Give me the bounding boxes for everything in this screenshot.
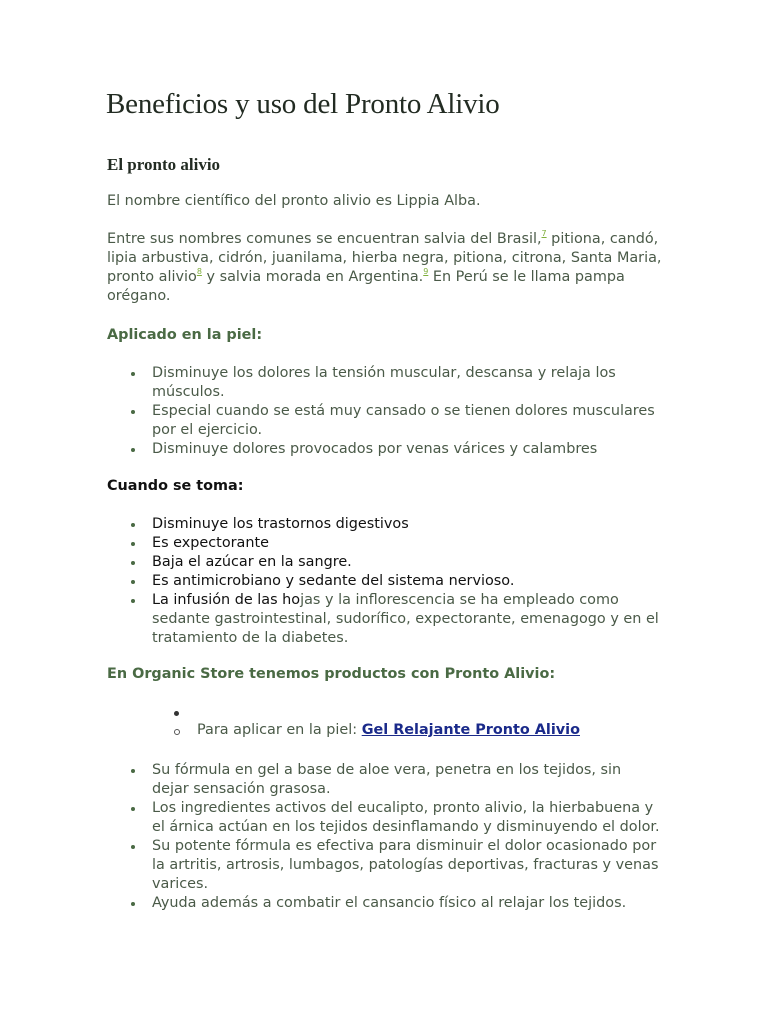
list-item — [152, 591, 662, 648]
list-item: Es expectorante — [152, 534, 662, 553]
list-item: Baja el azúcar en la sangre. — [152, 553, 662, 572]
list-item: Los ingredientes activos del eucalipto, pronto alivio, la hierbabuena y el árnica actúan en los tejidos desinflamando y disminuyendo el dolor. — [152, 799, 662, 837]
intake-benefits-list — [152, 515, 662, 648]
list-item: Disminuye los trastornos digestivos — [152, 515, 662, 534]
skin-heading: Aplicado en la piel: — [107, 327, 263, 343]
common-names-part3: y salvia morada en Argentina. — [201, 269, 424, 285]
list-item: Disminuye los dolores la tensión muscular, descansa y relaja los músculos. — [152, 364, 662, 402]
list-item: Ayuda además a combatir el cansancio físico al relajar los tejidos. — [152, 894, 662, 913]
list-item: Especial cuando se está muy cansado o se tienen dolores musculares por el ejercicio. — [152, 402, 662, 440]
footnote-ref-7[interactable]: 7 — [541, 229, 547, 238]
product-features-list — [152, 761, 662, 913]
common-names-paragraph — [107, 230, 667, 306]
intake-heading: Cuando se toma: — [107, 478, 244, 494]
footnote-ref-8[interactable]: 8 — [196, 267, 202, 276]
list-item: Su fórmula en gel a base de aloe vera, penetra en los tejidos, sin dejar sensación grasosa. — [152, 761, 662, 799]
list-item-text-rest: jas y la inflorescencia se ha empleado como sedante gastrointestinal, sudorífico, expectorante, emenagogo y en el tratamiento de la diabetes. — [152, 592, 659, 646]
intro-paragraph: El nombre científico del pronto alivio es Lippia Alba. — [107, 193, 481, 209]
skin-benefits-list — [152, 364, 662, 459]
bullet-dot-icon — [174, 711, 179, 716]
list-item: Su potente fórmula es efectiva para disminuir el dolor ocasionado por la artritis, artrosis, lumbagos, patologías deportivas, fracturas y venas varices. — [152, 837, 662, 894]
list-item: Disminuye dolores provocados por venas várices y calambres — [152, 440, 662, 459]
common-names-part2: pitiona, candó, lipia arbustiva, cidrón, juanilama, hierba negra, pitiona, citrona, Santa Maria, pronto alivio — [107, 231, 662, 285]
section-heading: El pronto alivio — [107, 155, 221, 174]
product-line — [197, 721, 580, 740]
product-link[interactable]: Gel Relajante Pronto Alivio — [361, 722, 580, 738]
list-item: Es antimicrobiano y sedante del sistema nervioso. — [152, 572, 662, 591]
common-names-part1: Entre sus nombres comunes se encuentran salvia del Brasil, — [107, 231, 542, 247]
footnote-ref-9[interactable]: 9 — [423, 267, 429, 276]
page-title: Beneficios y uso del Pronto Alivio — [106, 88, 500, 120]
product-label: Para aplicar en la piel: — [197, 722, 362, 738]
list-item-text-dark: La infusión de las ho — [152, 592, 301, 608]
common-names-part4: En Perú se le llama pampa orégano. — [107, 269, 625, 304]
bullet-circle-icon — [174, 729, 180, 735]
store-heading: En Organic Store tenemos productos con Pronto Alivio: — [107, 666, 556, 682]
